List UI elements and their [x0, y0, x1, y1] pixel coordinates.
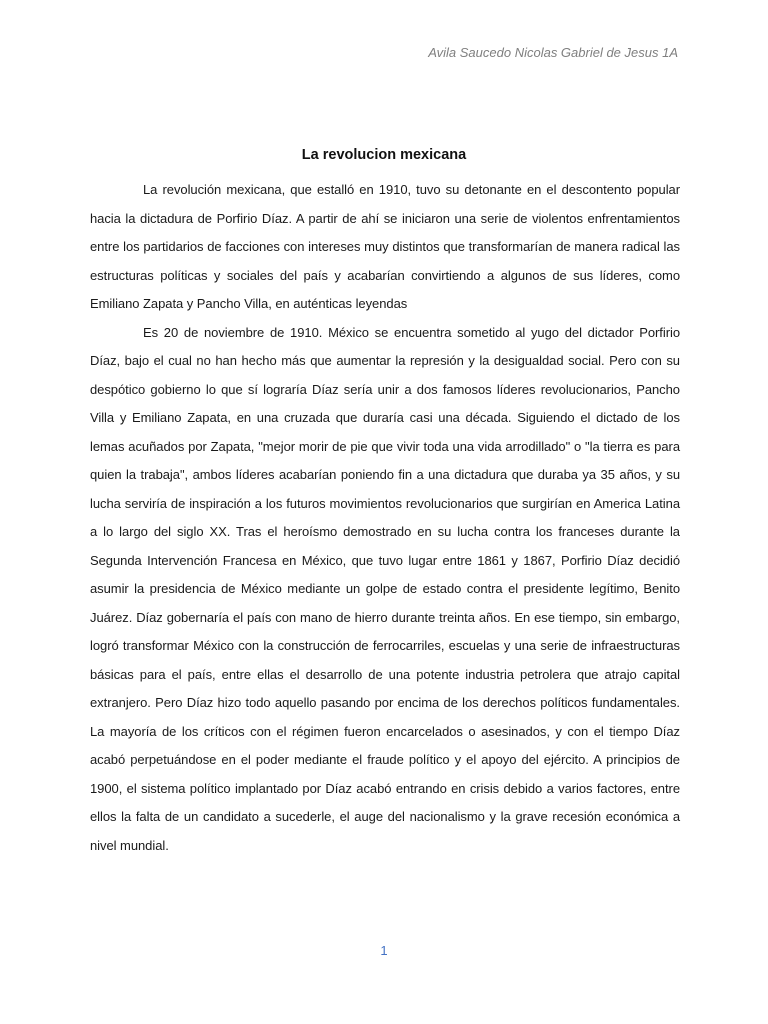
- document-title: La revolucion mexicana: [301, 147, 467, 163]
- page-number: 1: [380, 943, 388, 958]
- document-body: [90, 176, 680, 860]
- paragraph-intro: La revolución mexicana, que estalló en 1910, tuvo su detonante en el descontento popular hacia la dictadura de Porfirio Díaz. A partir de ahí se iniciaron una serie de violentos enfrentamientos entre los partidarios de facciones con intereses muy distintos que transformarían de manera radical las estructuras políticas y sociales del país y acabarían convirtiendo a algunos de sus líderes, como Emiliano Zapata y Pancho Villa, en auténticas leyendas: [90, 182, 680, 311]
- header-author-name: Avila Saucedo Nicolas Gabriel de Jesus 1A: [428, 45, 678, 60]
- paragraph-history: Es 20 de noviembre de 1910. México se encuentra sometido al yugo del dictador Porfirio Díaz, bajo el cual no han hecho más que aumentar la represión y la desigualdad social. Pero con su despótico gobierno lo que sí lograría Díaz sería unir a dos famosos líderes revolucionarios, Pancho Villa y Emiliano Zapata, en una cruzada que duraría casi una década. Siguiendo el dictado de los lemas acuñados por Zapata, "mejor morir de pie que vivir toda una vida arrodillado" o "la tierra es para quien la trabaja", ambos líderes acabarían poniendo fin a una dictadura que duraba ya 35 años, y su lucha serviría de inspiración a los futuros movimientos revolucionarios que surgirían en America Latina a lo largo del siglo XX. Tras el heroísmo demostrado en su lucha contra los franceses durante la Segunda Intervención Francesa en México, que tuvo lugar entre 1861 y 1867, Porfirio Díaz decidió asumir la presidencia de México mediante un golpe de estado contra el presidente legítimo, Benito Juárez. Díaz gobernaría el país con mano de hierro durante treinta años. En ese tiempo, sin embargo, logró transformar México con la construcción de ferrocarriles, escuelas y una serie de infraestructuras básicas para el país, entre ellas el desarrollo de una potente industria petrolera que atrajo capital extranjero. Pero Díaz hizo todo aquello pasando por encima de los derechos políticos fundamentales. La mayoría de los críticos con el régimen fueron encarcelados o asesinados, y con el tiempo Díaz acabó perpetuándose en el poder mediante el fraude político y el apoyo del ejército. A principios de 1900, el sistema político implantado por Díaz acabó entrando en crisis debido a varios factores, entre ellos la falta de un candidato a sucederle, el auge del nacionalismo y la grave recesión económica a nivel mundial.: [90, 324, 680, 853]
